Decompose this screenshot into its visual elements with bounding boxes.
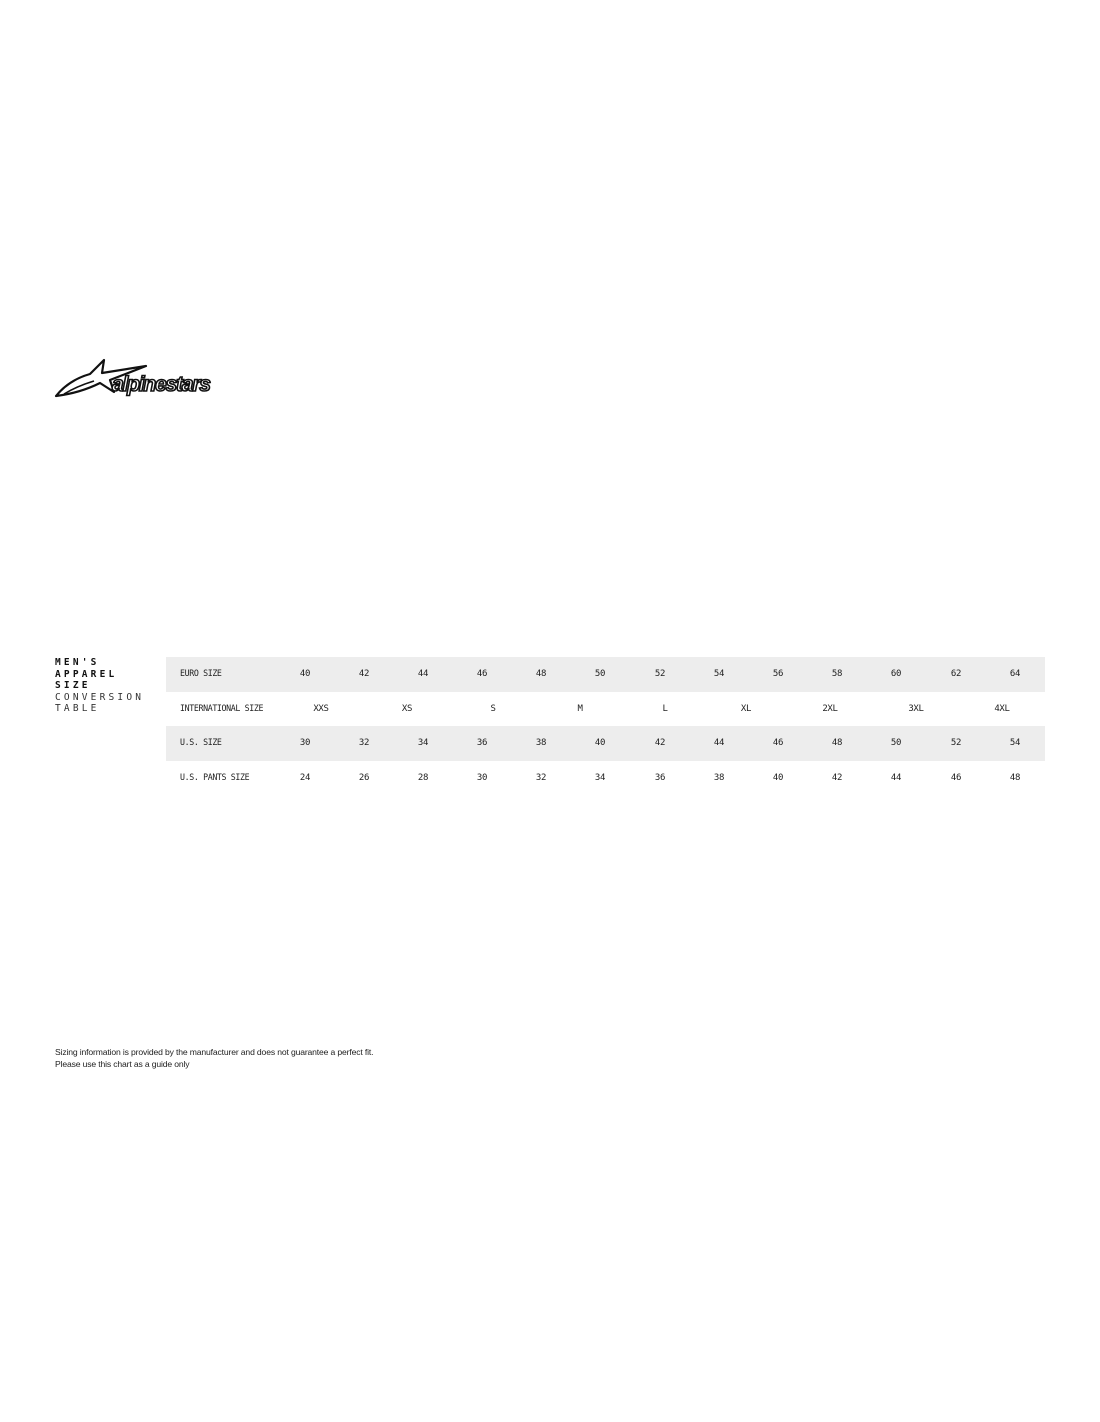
- title-line-mens: MEN'S: [55, 657, 100, 668]
- size-cell: 44: [713, 738, 725, 748]
- title-line-table: TABLE: [55, 703, 100, 714]
- size-cell: 52: [654, 669, 666, 679]
- size-cell: 48: [1009, 772, 1021, 783]
- size-cell: M: [577, 703, 583, 714]
- star-logo-icon: [54, 356, 244, 400]
- disclaimer-line-1: Sizing information is provided by the manufacturer and does not guarantee a perfect fit.: [55, 1047, 374, 1057]
- size-cell: 2XL: [822, 703, 838, 714]
- size-cell: 58: [831, 669, 843, 679]
- size-cell: 36: [654, 772, 666, 783]
- size-cell: 40: [299, 669, 311, 679]
- sizing-disclaimer: [55, 1047, 555, 1070]
- size-cell: XS: [401, 703, 413, 714]
- size-cell: 44: [417, 669, 429, 679]
- us-size-row: [166, 726, 1045, 761]
- size-cell: 30: [476, 772, 488, 783]
- size-cell: 54: [1009, 738, 1021, 748]
- row-label: U.S. PANTS SIZE: [180, 772, 250, 783]
- size-cell: 4XL: [994, 703, 1010, 714]
- row-label: U.S. SIZE: [180, 738, 222, 748]
- table-title: [55, 657, 155, 715]
- size-conversion-table: [166, 657, 1045, 795]
- size-cell: 38: [713, 772, 725, 783]
- title-line-size: SIZE: [55, 680, 91, 691]
- size-cell: 30: [299, 738, 311, 748]
- international-size-row: [166, 692, 1045, 727]
- row-label: EURO SIZE: [180, 669, 222, 679]
- size-cell: 46: [950, 772, 962, 783]
- size-cell: 26: [358, 772, 370, 783]
- us-pants-size-row: [166, 761, 1045, 796]
- size-cell: 34: [417, 738, 429, 748]
- size-cell: 44: [890, 772, 902, 783]
- size-cell: 3XL: [908, 703, 924, 714]
- size-cell: 64: [1009, 669, 1021, 679]
- size-cell: 48: [831, 738, 843, 748]
- size-cell: 34: [594, 772, 606, 783]
- size-cell: 36: [476, 738, 488, 748]
- size-cell: 28: [417, 772, 429, 783]
- size-cell: S: [490, 703, 496, 714]
- size-cell: 52: [950, 738, 962, 748]
- size-cell: XXS: [313, 703, 329, 714]
- size-cell: L: [662, 703, 668, 714]
- size-cell: 24: [299, 772, 311, 783]
- size-cell: 56: [772, 669, 784, 679]
- title-line-apparel: APPAREL: [55, 668, 118, 680]
- size-cell: 42: [654, 738, 666, 748]
- size-cell: 46: [476, 669, 488, 679]
- title-line-conversion: CONVERSION: [55, 691, 145, 703]
- size-cell: 60: [890, 669, 902, 679]
- size-cell: 48: [535, 669, 547, 679]
- euro-size-row: [166, 657, 1045, 692]
- size-cell: 42: [358, 669, 370, 679]
- disclaimer-line-2: Please use this chart as a guide only: [55, 1058, 190, 1069]
- size-cell: 42: [831, 772, 843, 783]
- size-cell: 54: [713, 669, 725, 679]
- size-cell: 32: [358, 738, 370, 748]
- logo-wordmark: alpinestars: [112, 373, 210, 396]
- size-cell: 50: [890, 738, 902, 748]
- size-cell: 50: [594, 669, 606, 679]
- size-cell: 62: [950, 669, 962, 679]
- alpinestars-logo: [54, 356, 244, 400]
- size-cell: XL: [740, 703, 752, 714]
- row-label: INTERNATIONAL SIZE: [180, 703, 264, 714]
- size-cell: 38: [535, 738, 547, 748]
- size-cell: 40: [772, 772, 784, 783]
- size-cell: 46: [772, 738, 784, 748]
- size-cell: 40: [594, 738, 606, 748]
- size-cell: 32: [535, 772, 547, 783]
